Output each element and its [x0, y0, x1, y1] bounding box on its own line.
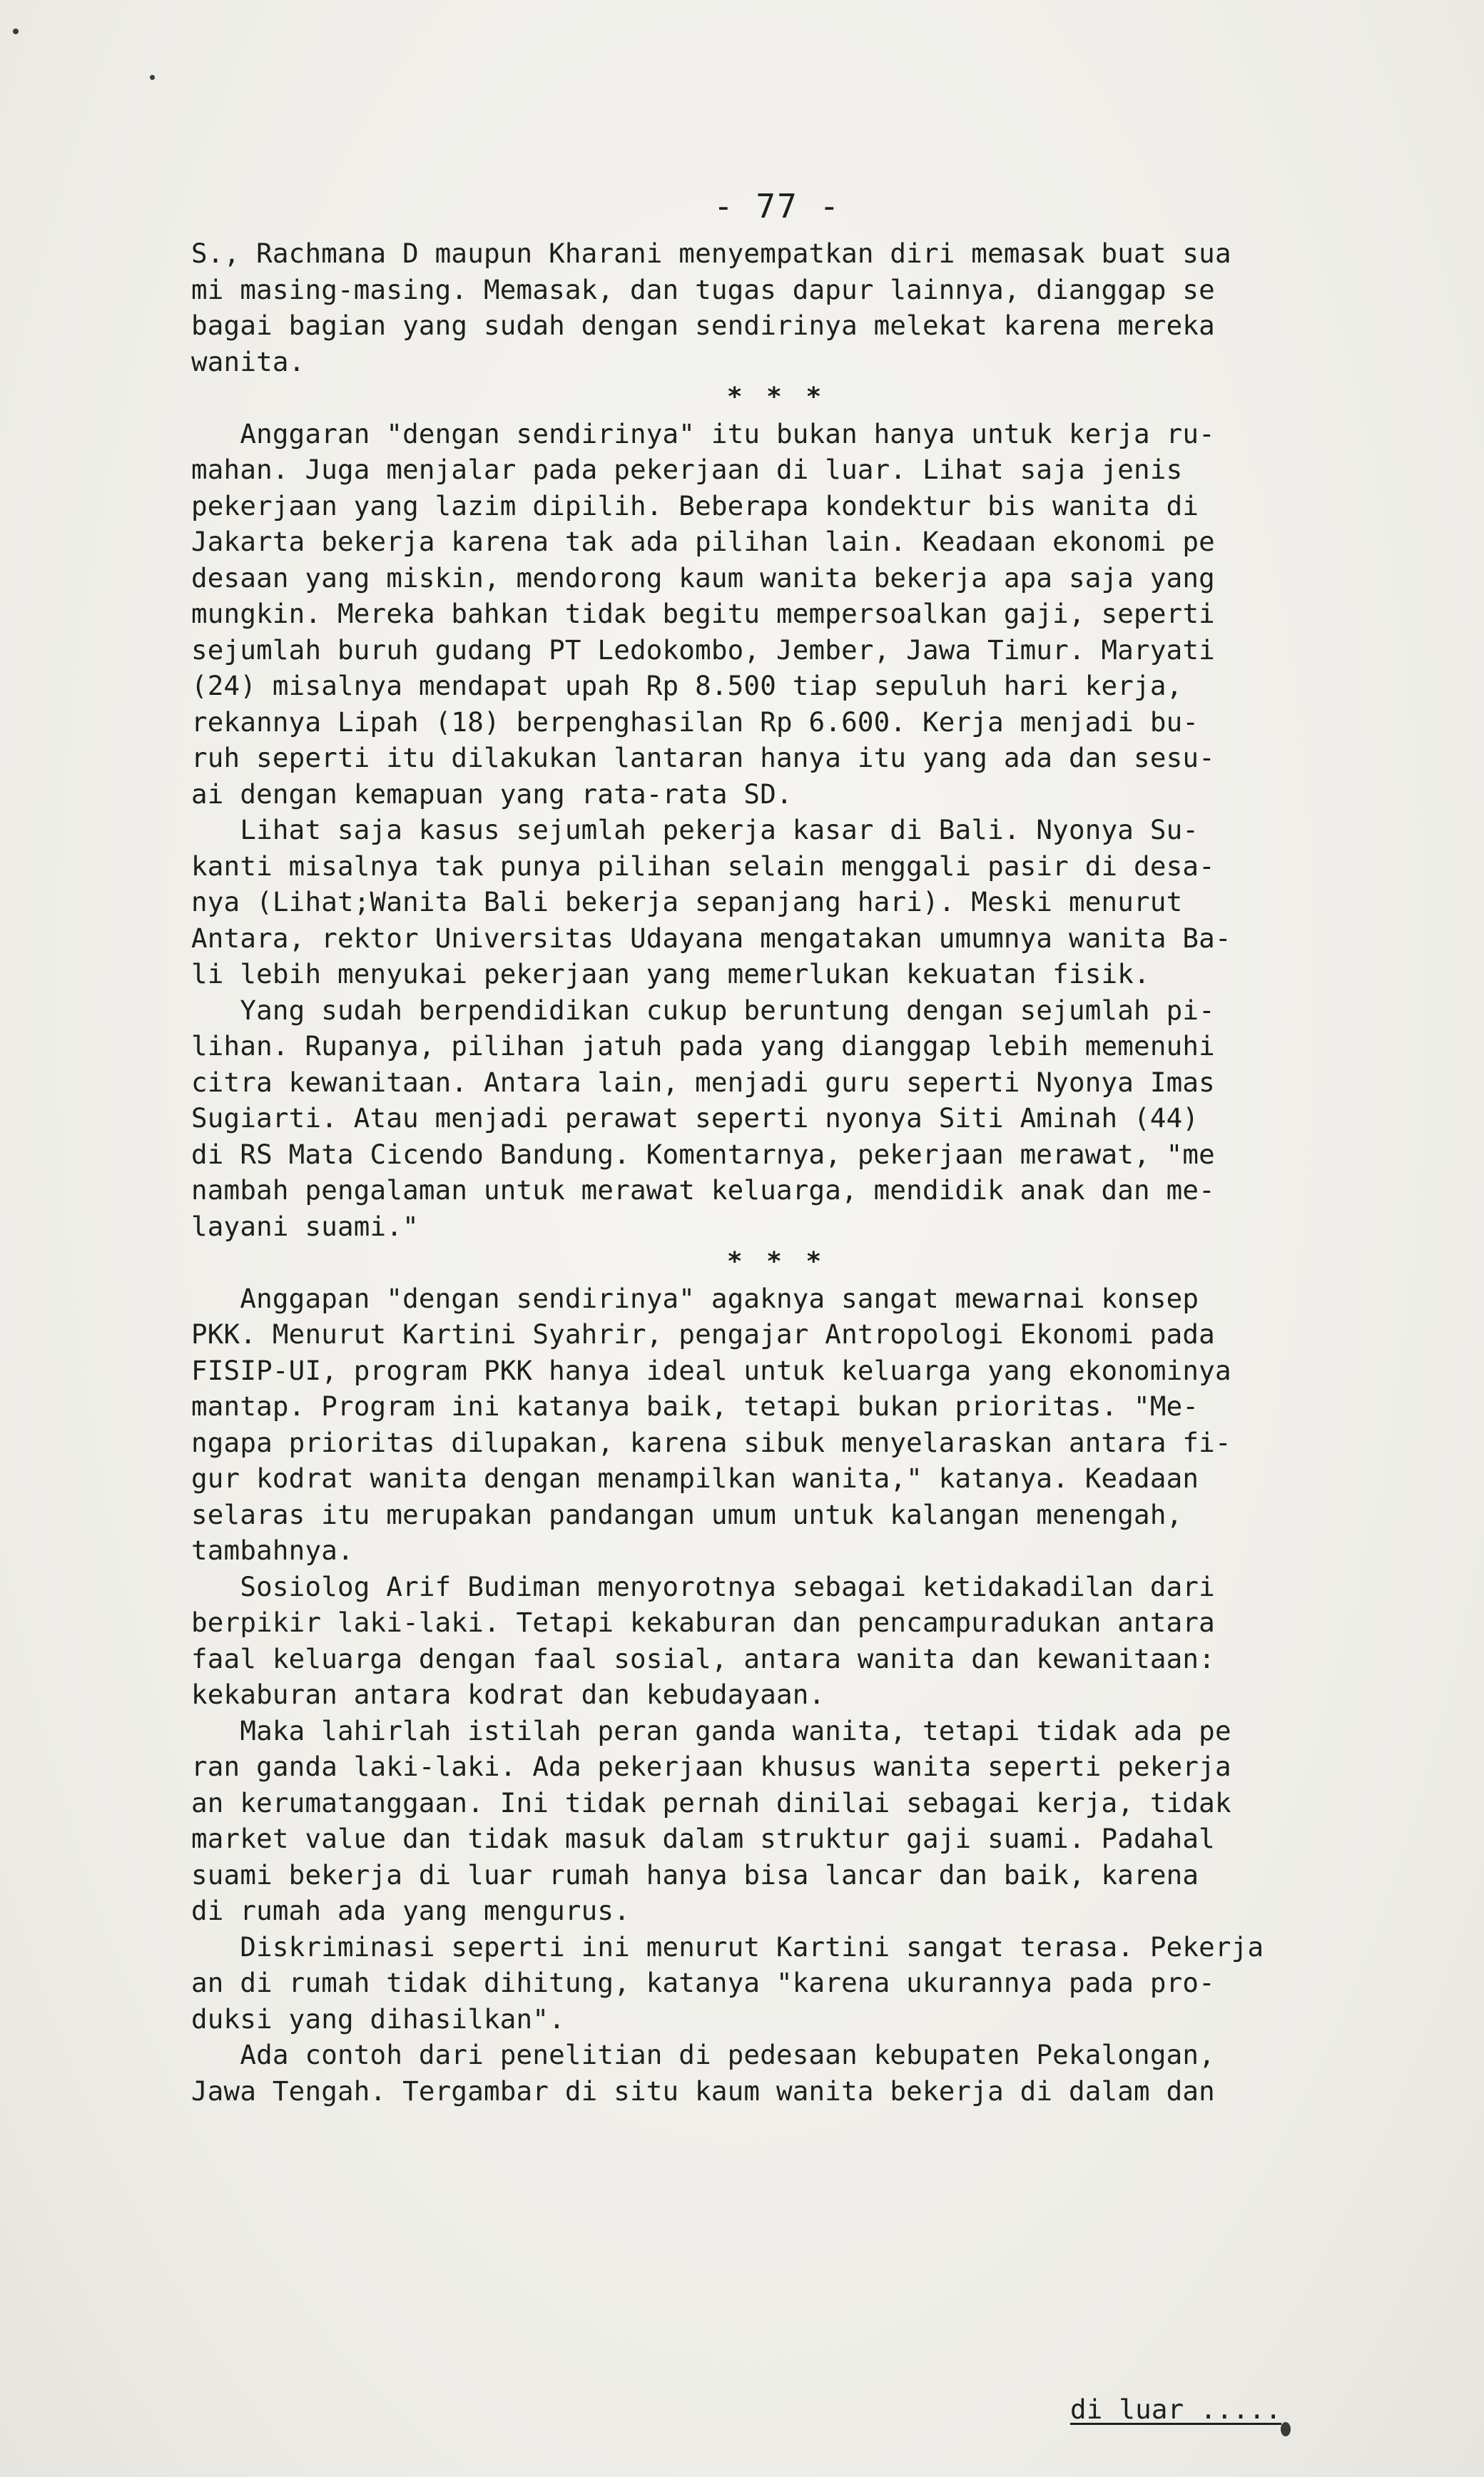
text-line: Maka lahirlah istilah peran ganda wanita, tetapi tidak ada pe: [191, 1714, 1231, 1746]
text-line: mahan. Juga menjalar pada pekerjaan di luar. Lihat saja jenis: [191, 454, 1183, 485]
text-line: Anggaran "dengan sendirinya" itu bukan hanya untuk kerja ru-: [191, 417, 1215, 449]
text-line: Antara, rektor Universitas Udayana mengatakan umumnya wanita Ba-: [191, 922, 1231, 954]
text-line: Yang sudah berpendidikan cukup beruntung dengan sejumlah pi-: [191, 994, 1215, 1026]
text-line: kekaburan antara kodrat dan kebudayaan.: [191, 1679, 825, 1710]
text-line: selaras itu merupakan pandangan umum untuk kalangan menengah,: [191, 1498, 1183, 1530]
text-line: di rumah ada yang mengurus.: [191, 1895, 630, 1926]
text-line: tambahnya.: [191, 1535, 354, 1566]
text-line: nambah pengalaman untuk merawat keluarga, mendidik anak dan me-: [191, 1174, 1215, 1206]
text-line: wanita.: [191, 345, 305, 377]
scan-speck: [13, 29, 19, 34]
text-line: (24) misalnya mendapat upah Rp 8.500 tiap sepuluh hari kerja,: [191, 670, 1183, 701]
text-line: Anggapan "dengan sendirinya" agaknya sangat mewarnai konsep: [191, 1282, 1199, 1314]
continuation-note: di luar .....: [1070, 2394, 1282, 2425]
text-line: berpikir laki-laki. Tetapi kekaburan dan pencampuradukan antara: [191, 1607, 1215, 1638]
text-line: S., Rachmana D maupun Kharani menyempatkan diri memasak buat sua: [191, 238, 1231, 269]
text-line: ngapa prioritas dilupakan, karena sibuk menyelaraskan antara fi-: [191, 1426, 1231, 1458]
text-line: mungkin. Mereka bahkan tidak begitu mempersoalkan gaji, seperti: [191, 598, 1215, 629]
page-number: - 77 -: [713, 187, 841, 225]
text-line: Sugiarti. Atau menjadi perawat seperti nyonya Siti Aminah (44): [191, 1102, 1199, 1134]
text-line: ai dengan kemapuan yang rata-rata SD.: [191, 778, 793, 810]
section-separator: * * *: [726, 1247, 826, 1276]
text-line: gur kodrat wanita dengan menampilkan wanita," katanya. Keadaan: [191, 1463, 1199, 1494]
text-line: sejumlah buruh gudang PT Ledokombo, Jember, Jawa Timur. Maryati: [191, 634, 1215, 666]
text-line: FISIP-UI, program PKK hanya ideal untuk keluarga yang ekonominya: [191, 1354, 1231, 1386]
text-line: Jawa Tengah. Tergambar di situ kaum wanita bekerja di dalam dan: [191, 2075, 1215, 2107]
scan-speck: [150, 75, 155, 80]
text-line: Lihat saja kasus sejumlah pekerja kasar di Bali. Nyonya Su-: [191, 814, 1199, 845]
text-line: market value dan tidak masuk dalam struktur gaji suami. Padahal: [191, 1823, 1215, 1854]
text-line: duksi yang dihasilkan".: [191, 2003, 565, 2035]
scan-speck: [1281, 2422, 1291, 2436]
text-line: kanti misalnya tak punya pilihan selain menggali pasir di desa-: [191, 850, 1215, 882]
text-line: PKK. Menurut Kartini Syahrir, pengajar Antropologi Ekonomi pada: [191, 1318, 1215, 1350]
text-line: mi masing-masing. Memasak, dan tugas dapur lainnya, dianggap se: [191, 273, 1215, 305]
text-line: layani suami.": [191, 1210, 419, 1242]
text-line: di RS Mata Cicendo Bandung. Komentarnya, pekerjaan merawat, "me: [191, 1138, 1215, 1170]
text-line: rekannya Lipah (18) berpenghasilan Rp 6.600. Kerja menjadi bu-: [191, 706, 1199, 738]
text-line: citra kewanitaan. Antara lain, menjadi guru seperti Nyonya Imas: [191, 1066, 1215, 1098]
text-line: ran ganda laki-laki. Ada pekerjaan khusus wanita seperti pekerja: [191, 1751, 1231, 1782]
text-line: an di rumah tidak dihitung, katanya "karena ukurannya pada pro-: [191, 1967, 1215, 1998]
text-line: ruh seperti itu dilakukan lantaran hanya itu yang ada dan sesu-: [191, 742, 1215, 773]
text-line: Sosiolog Arif Budiman menyorotnya sebagai ketidakadilan dari: [191, 1570, 1215, 1602]
text-line: Diskriminasi seperti ini menurut Kartini sangat terasa. Pekerja: [191, 1931, 1264, 1963]
text-line: Jakarta bekerja karena tak ada pilihan lain. Keadaan ekonomi pe: [191, 526, 1215, 557]
text-line: faal keluarga dengan faal sosial, antara wanita dan kewanitaan:: [191, 1642, 1215, 1674]
text-line: li lebih menyukai pekerjaan yang memerlukan kekuatan fisik.: [191, 958, 1150, 990]
text-line: suami bekerja di luar rumah hanya bisa lancar dan baik, karena: [191, 1858, 1199, 1891]
text-line: Ada contoh dari penelitian di pedesaan kebupaten Pekalongan,: [191, 2039, 1215, 2070]
text-line: bagai bagian yang sudah dengan sendirinya melekat karena mereka: [191, 310, 1215, 341]
body-text: [191, 235, 1361, 2109]
text-line: pekerjaan yang lazim dipilih. Beberapa kondektur bis wanita di: [191, 489, 1199, 522]
text-line: lihan. Rupanya, pilihan jatuh pada yang dianggap lebih memenuhi: [191, 1030, 1215, 1062]
text-line: an kerumatanggaan. Ini tidak pernah dinilai sebagai kerja, tidak: [191, 1786, 1231, 1819]
text-line: mantap. Program ini katanya baik, tetapi bukan prioritas. "Me-: [191, 1390, 1199, 1422]
text-line: nya (Lihat;Wanita Bali bekerja sepanjang hari). Meski menurut: [191, 886, 1183, 917]
text-line: desaan yang miskin, mendorong kaum wanita bekerja apa saja yang: [191, 561, 1215, 594]
section-separator: * * *: [726, 382, 826, 412]
